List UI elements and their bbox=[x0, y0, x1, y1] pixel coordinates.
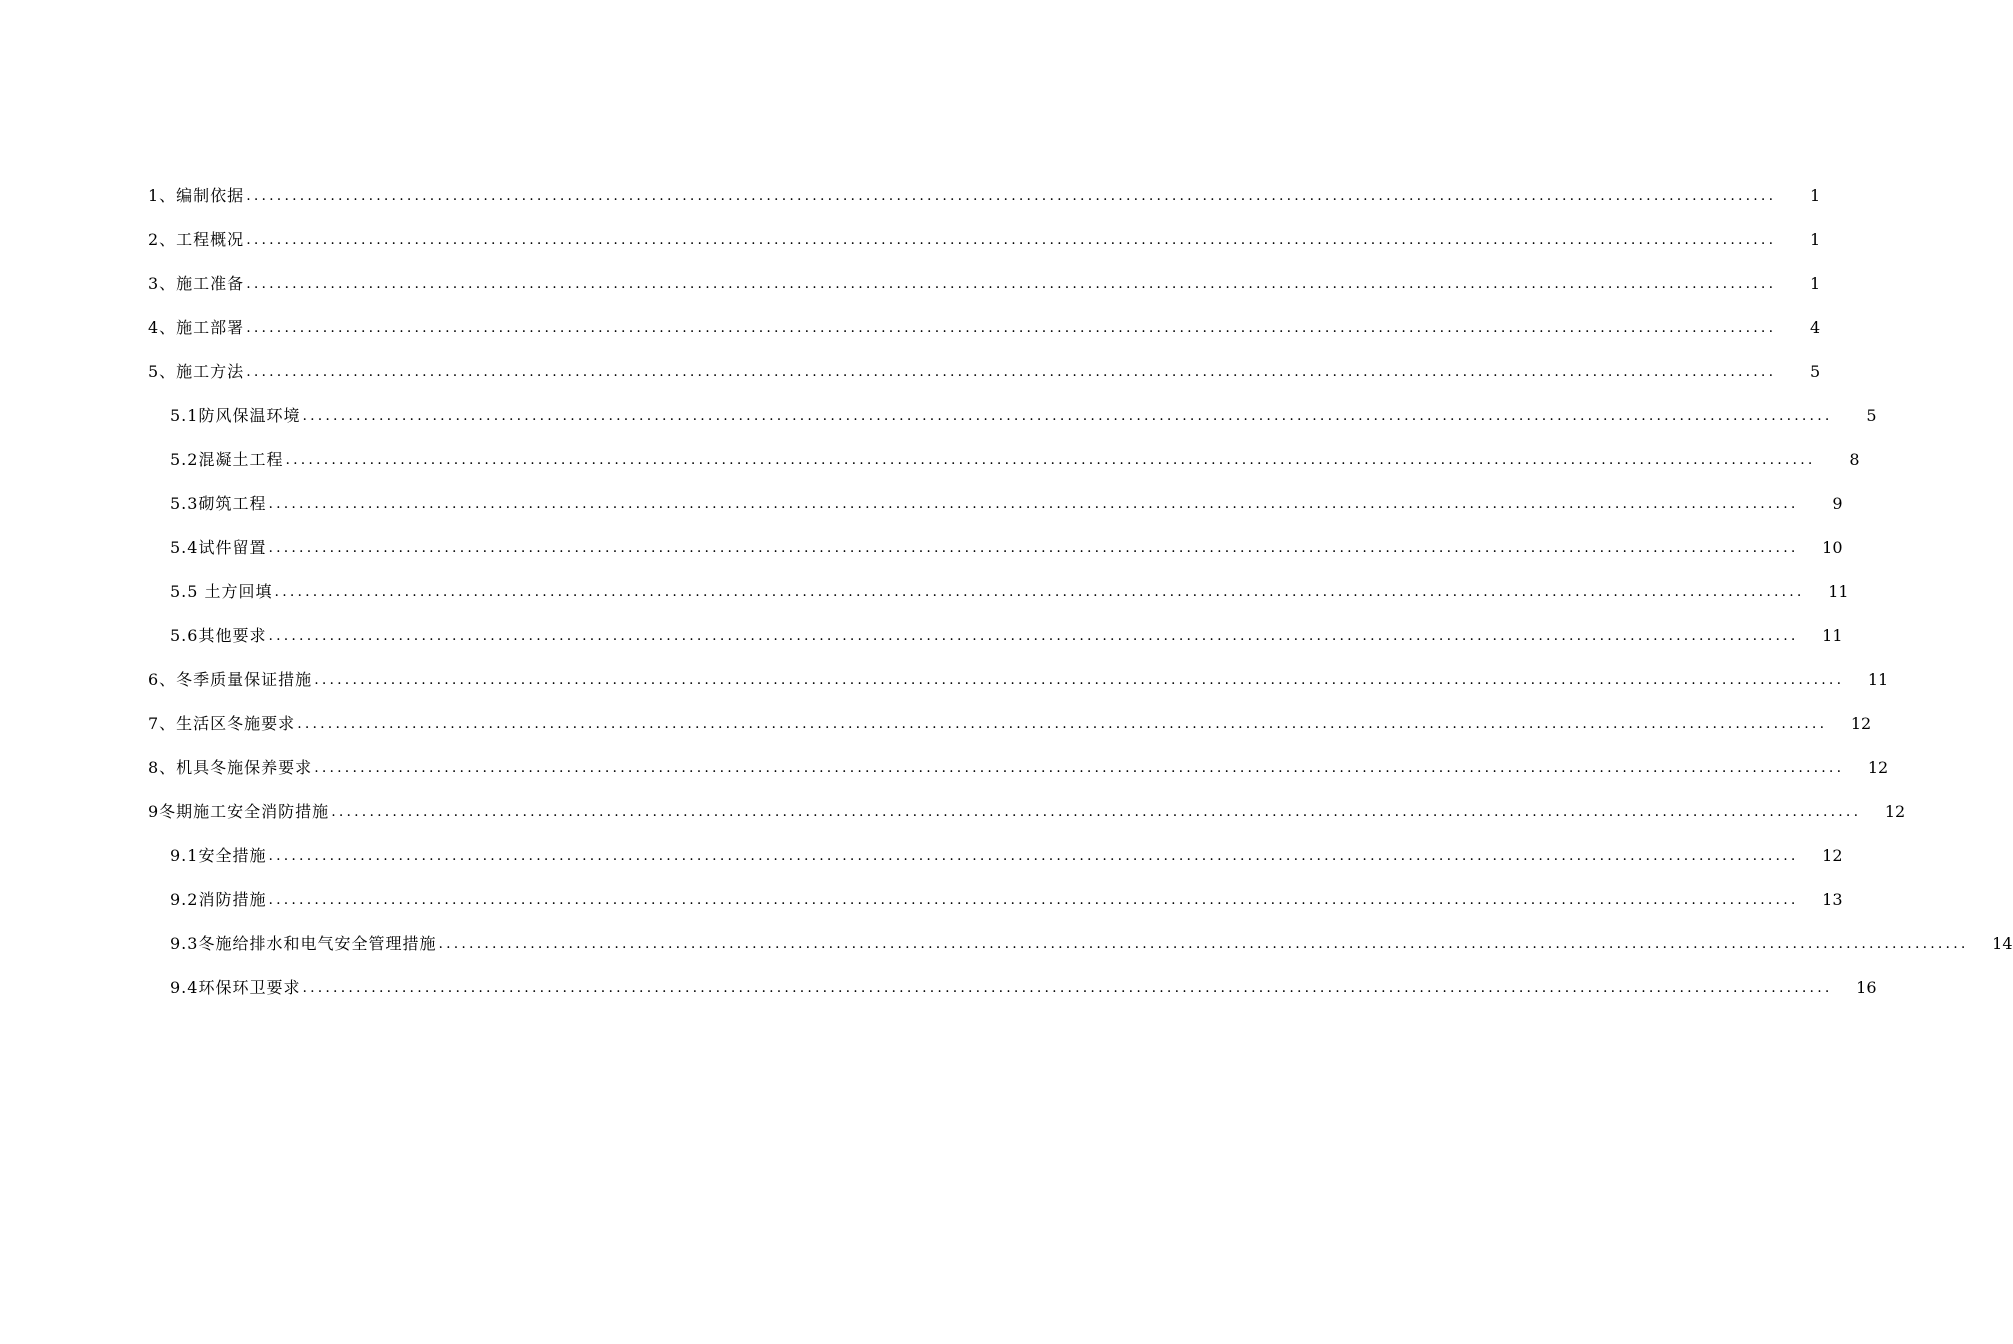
toc-entry-title: 5.6其他要求 bbox=[170, 626, 267, 645]
toc-dot-leader: ........................................................................................................................................................................................................ bbox=[331, 804, 1862, 820]
toc-entry-page-number: 5 bbox=[1866, 406, 1877, 425]
toc-entry-title: 9.1安全措施 bbox=[170, 846, 267, 865]
toc-entry-page-number: 11 bbox=[1828, 582, 1849, 601]
toc-entry[interactable] bbox=[0, 966, 1877, 1010]
toc-entry-page-number: 16 bbox=[1856, 978, 1877, 997]
toc-entry-title: 5.5 土方回填 bbox=[170, 582, 273, 601]
toc-entry[interactable] bbox=[0, 834, 1843, 878]
toc-entry[interactable] bbox=[0, 306, 1821, 350]
toc-entry-title: 9.2消防措施 bbox=[170, 890, 267, 909]
toc-dot-leader: ........................................................................................................................................................................................................ bbox=[274, 584, 1805, 600]
toc-entry-page-number: 1 bbox=[1810, 274, 1821, 293]
toc-entry-title: 5.2混凝土工程 bbox=[170, 450, 284, 469]
toc-entry-page-number: 12 bbox=[1884, 802, 1906, 821]
toc-dot-leader: ........................................................................................................................................................................................................ bbox=[297, 716, 1828, 732]
toc-entry-page-number: 12 bbox=[1850, 714, 1872, 733]
toc-entry-page-number: 11 bbox=[1822, 626, 1843, 645]
toc-entry[interactable] bbox=[0, 702, 1872, 746]
toc-entry-title: 1、编制依据 bbox=[148, 186, 245, 205]
toc-entry[interactable] bbox=[0, 218, 1821, 262]
toc-entry-page-number: 4 bbox=[1810, 318, 1821, 337]
toc-entry[interactable] bbox=[0, 262, 1821, 306]
toc-entry-title: 4、施工部署 bbox=[148, 318, 245, 337]
toc-dot-leader: ........................................................................................................................................................................................................ bbox=[268, 628, 1799, 644]
toc-entry-page-number: 5 bbox=[1810, 362, 1821, 381]
toc-entry[interactable] bbox=[0, 746, 1889, 790]
toc-entry-title: 9冬期施工安全消防措施 bbox=[148, 802, 330, 821]
toc-entry-page-number: 9 bbox=[1832, 494, 1843, 513]
toc-dot-leader: ........................................................................................................................................................................................................ bbox=[268, 892, 1799, 908]
toc-dot-leader: ........................................................................................................................................................................................................ bbox=[268, 496, 1799, 512]
toc-entry-page-number: 12 bbox=[1867, 758, 1889, 777]
toc-dot-leader: ........................................................................................................................................................................................................ bbox=[314, 672, 1845, 688]
toc-entry-title: 7、生活区冬施要求 bbox=[148, 714, 296, 733]
toc-entry-title: 5.4试件留置 bbox=[170, 538, 267, 557]
toc-entry[interactable] bbox=[0, 570, 1849, 614]
toc-entry-page-number: 14 bbox=[1992, 934, 2013, 953]
toc-dot-leader: ........................................................................................................................................................................................................ bbox=[302, 980, 1833, 996]
toc-entry[interactable] bbox=[0, 878, 1843, 922]
toc-entry-page-number: 1 bbox=[1810, 186, 1821, 205]
toc-entry-title: 2、工程概况 bbox=[148, 230, 245, 249]
toc-dot-leader: ........................................................................................................................................................................................................ bbox=[268, 540, 1799, 556]
toc-dot-leader: ........................................................................................................................................................................................................ bbox=[438, 936, 1969, 952]
toc-entry-page-number: 13 bbox=[1822, 890, 1843, 909]
toc-entry[interactable] bbox=[0, 350, 1821, 394]
toc-entry[interactable] bbox=[0, 482, 1843, 526]
toc-dot-leader: ........................................................................................................................................................................................................ bbox=[314, 760, 1845, 776]
toc-entry-title: 5.3砌筑工程 bbox=[170, 494, 267, 513]
toc-entry-title: 9.4环保环卫要求 bbox=[170, 978, 301, 997]
toc-dot-leader: ........................................................................................................................................................................................................ bbox=[246, 232, 1777, 248]
toc-entry[interactable] bbox=[0, 790, 1906, 834]
toc-dot-leader: ........................................................................................................................................................................................................ bbox=[246, 320, 1777, 336]
toc-entry[interactable] bbox=[0, 394, 1877, 438]
toc-entry-title: 5.1防风保温环境 bbox=[170, 406, 301, 425]
table-of-contents bbox=[0, 174, 2013, 1010]
toc-entry[interactable] bbox=[0, 438, 1860, 482]
toc-entry-page-number: 1 bbox=[1810, 230, 1821, 249]
toc-entry-title: 5、施工方法 bbox=[148, 362, 245, 381]
toc-entry[interactable] bbox=[0, 614, 1843, 658]
toc-entry[interactable] bbox=[0, 658, 1889, 702]
toc-entry-page-number: 12 bbox=[1822, 846, 1843, 865]
toc-entry-title: 3、施工准备 bbox=[148, 274, 245, 293]
toc-entry-title: 6、冬季质量保证措施 bbox=[148, 670, 313, 689]
toc-entry-page-number: 8 bbox=[1849, 450, 1860, 469]
toc-dot-leader: ........................................................................................................................................................................................................ bbox=[268, 848, 1799, 864]
toc-dot-leader: ........................................................................................................................................................................................................ bbox=[246, 364, 1777, 380]
toc-entry-title: 8、机具冬施保养要求 bbox=[148, 758, 313, 777]
toc-dot-leader: ........................................................................................................................................................................................................ bbox=[246, 188, 1777, 204]
toc-entry[interactable] bbox=[0, 174, 1821, 218]
toc-entry[interactable] bbox=[0, 526, 1843, 570]
toc-entry-page-number: 11 bbox=[1867, 670, 1889, 689]
toc-entry-title: 9.3冬施给排水和电气安全管理措施 bbox=[170, 934, 437, 953]
toc-entry-page-number: 10 bbox=[1822, 538, 1843, 557]
toc-dot-leader: ........................................................................................................................................................................................................ bbox=[302, 408, 1833, 424]
toc-entry[interactable] bbox=[0, 922, 2013, 966]
toc-dot-leader: ........................................................................................................................................................................................................ bbox=[285, 452, 1816, 468]
toc-dot-leader: ........................................................................................................................................................................................................ bbox=[246, 276, 1777, 292]
